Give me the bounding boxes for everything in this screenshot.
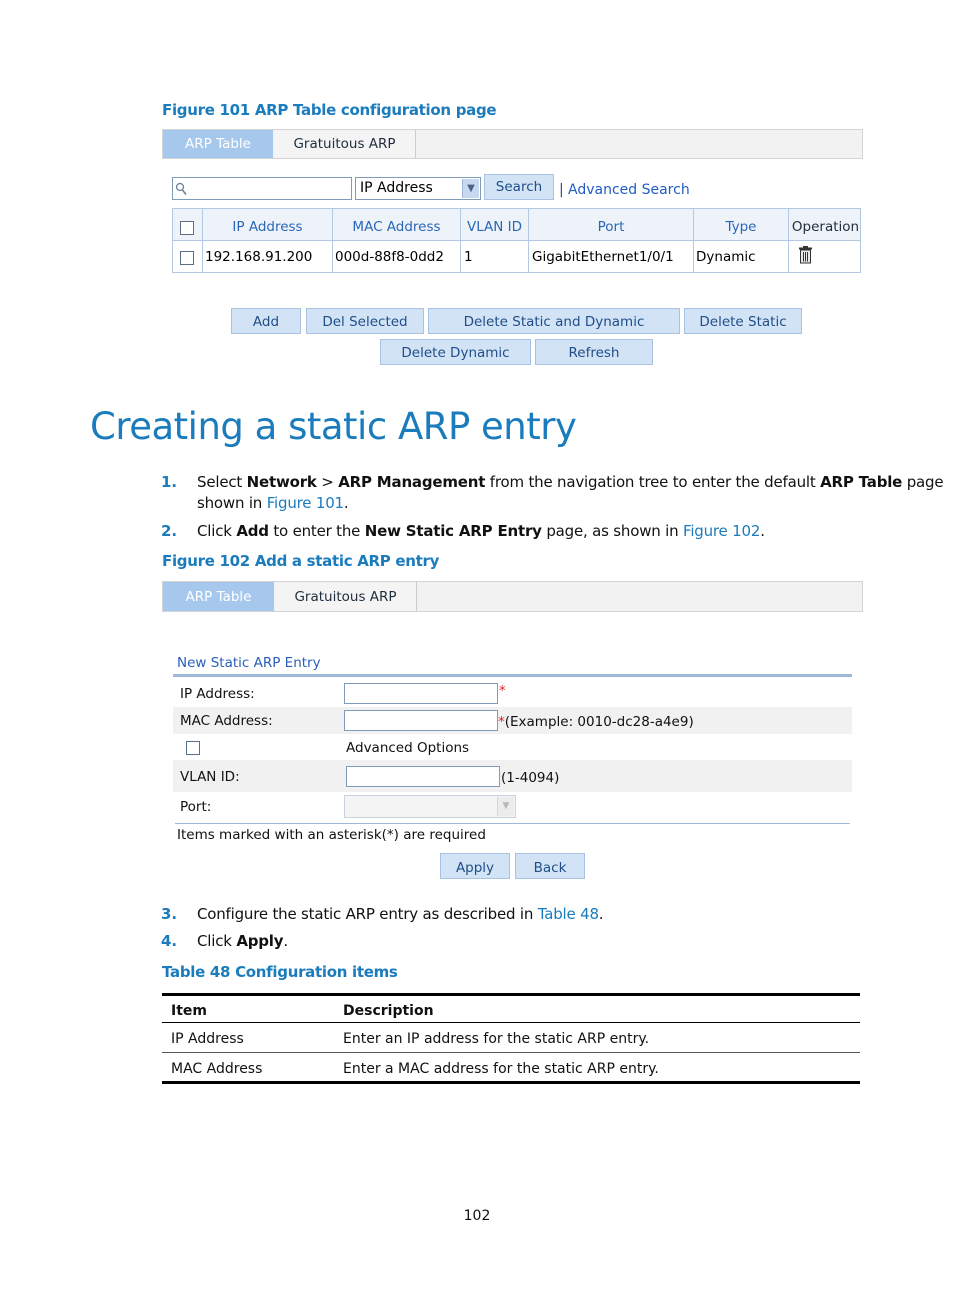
step-2-number: 2. xyxy=(161,522,178,540)
select-all-checkbox[interactable] xyxy=(180,221,194,235)
form-title-rule xyxy=(173,674,852,677)
row-advanced-options xyxy=(173,734,852,760)
ip-address-label: IP Address: xyxy=(180,686,255,702)
row-mac-address xyxy=(173,707,852,734)
tab-gratuitous-arp-2[interactable]: Gratuitous ARP xyxy=(275,582,417,611)
mac-hint-rest: (Example: 0010-dc28-a4e9) xyxy=(504,714,694,730)
step-3-text: Configure the static ARP entry as described in Table 48. xyxy=(197,905,604,923)
search-field-value: IP Address xyxy=(360,180,433,196)
trash-icon[interactable] xyxy=(799,246,812,264)
delete-static-and-dynamic-button[interactable]: Delete Static and Dynamic xyxy=(428,308,680,334)
col-header-operation: Operation xyxy=(791,219,860,235)
col-header-port[interactable]: Port xyxy=(597,219,625,235)
step-1-line-1: Select Network > ARP Management from the navigation tree to enter the default ARP Table page xyxy=(197,473,944,491)
row-mac: 000d-88f8-0dd2 xyxy=(335,249,444,265)
table-row-description: Enter an IP address for the static ARP entry. xyxy=(343,1031,650,1047)
col-header-vlan[interactable]: VLAN ID xyxy=(466,219,523,235)
arp-table xyxy=(172,208,861,273)
figure-102-link[interactable]: Figure 102 xyxy=(682,522,761,540)
table-row-item: IP Address xyxy=(171,1031,244,1047)
ip-required-marker: * xyxy=(499,684,506,699)
refresh-button[interactable]: Refresh xyxy=(535,339,653,365)
advanced-search-link[interactable]: Advanced Search xyxy=(568,182,690,198)
link-separator: | xyxy=(559,182,564,198)
table-48-caption: Table 48 Configuration items xyxy=(162,963,398,981)
vlan-id-label: VLAN ID: xyxy=(180,769,240,785)
tab-bar-2 xyxy=(162,581,863,612)
row-vlan-id xyxy=(173,760,852,792)
del-selected-button[interactable]: Del Selected xyxy=(306,308,424,334)
row-port: GigabitEthernet1/0/1 xyxy=(532,249,674,265)
table-48-link[interactable]: Table 48 xyxy=(537,905,599,923)
step-4-number: 4. xyxy=(161,932,178,950)
delete-static-button[interactable]: Delete Static xyxy=(684,308,802,334)
row-vlan: 1 xyxy=(464,249,473,265)
figure-101-caption: Figure 101 ARP Table configuration page xyxy=(162,101,497,119)
table-header-description: Description xyxy=(343,1003,434,1019)
ip-address-input[interactable] xyxy=(344,683,498,704)
mac-example-hint: *(Example: 0010-dc28-a4e9) xyxy=(498,714,694,730)
vlan-id-input[interactable] xyxy=(346,766,500,787)
chevron-down-icon: ▼ xyxy=(497,797,514,816)
row-ip-address xyxy=(173,679,852,707)
table-header-item: Item xyxy=(171,1003,207,1019)
back-button[interactable]: Back xyxy=(515,853,585,879)
vlan-range-hint: (1-4094) xyxy=(501,770,560,786)
chevron-down-icon: ▼ xyxy=(462,179,479,198)
required-note: Items marked with an asterisk(*) are required xyxy=(177,827,486,843)
section-heading: Creating a static ARP entry xyxy=(90,405,577,448)
row-type: Dynamic xyxy=(696,249,756,265)
search-icon xyxy=(175,181,187,195)
col-header-type[interactable]: Type xyxy=(725,219,757,235)
row-checkbox[interactable] xyxy=(180,251,194,265)
delete-dynamic-button[interactable]: Delete Dynamic xyxy=(380,339,531,365)
step-1-number: 1. xyxy=(161,473,178,491)
row-ip: 192.168.91.200 xyxy=(205,249,313,265)
search-input[interactable] xyxy=(172,177,352,200)
col-header-mac[interactable]: MAC Address xyxy=(352,219,441,235)
col-header-ip[interactable]: IP Address xyxy=(232,219,303,235)
figure-102-caption: Figure 102 Add a static ARP entry xyxy=(162,552,440,570)
tab-arp-table[interactable]: ARP Table xyxy=(163,130,273,158)
step-3-number: 3. xyxy=(161,905,178,923)
search-button[interactable]: Search xyxy=(484,174,554,200)
step-1-line-2: shown in Figure 101. xyxy=(197,494,349,512)
tab-gratuitous-arp[interactable]: Gratuitous ARP xyxy=(274,130,416,158)
table-row-item: MAC Address xyxy=(171,1061,263,1077)
add-button[interactable]: Add xyxy=(231,308,301,334)
page-number: 102 xyxy=(463,1208,491,1224)
advanced-options-label: Advanced Options xyxy=(346,740,470,756)
row-port xyxy=(173,792,852,822)
step-2-text: Click Add to enter the New Static ARP Entry page, as shown in Figure 102. xyxy=(197,522,765,540)
step-4-text: Click Apply. xyxy=(197,932,288,950)
mac-address-input[interactable] xyxy=(344,710,498,731)
form-bottom-rule xyxy=(175,823,850,824)
port-label: Port: xyxy=(180,799,212,815)
figure-101-link[interactable]: Figure 101 xyxy=(266,494,344,512)
advanced-options-checkbox[interactable] xyxy=(186,741,200,755)
search-field-select[interactable] xyxy=(355,177,481,200)
apply-button[interactable]: Apply xyxy=(440,853,510,879)
mac-address-label: MAC Address: xyxy=(180,713,273,729)
table-row-description: Enter a MAC address for the static ARP entry. xyxy=(343,1061,659,1077)
tab-arp-table-2[interactable]: ARP Table xyxy=(163,582,274,611)
tab-bar xyxy=(162,129,863,159)
form-title: New Static ARP Entry xyxy=(177,655,321,671)
port-select[interactable] xyxy=(344,795,516,818)
